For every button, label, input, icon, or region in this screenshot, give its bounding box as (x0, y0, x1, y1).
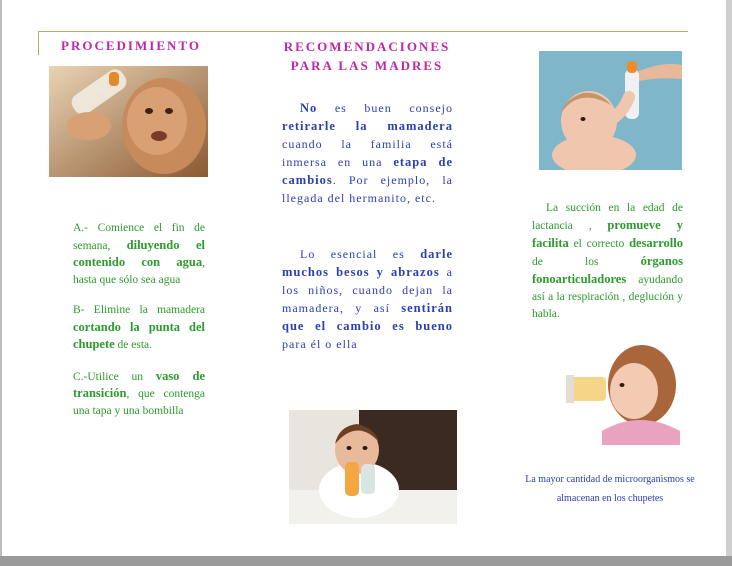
page-bottom-edge (0, 556, 732, 566)
baby-reaching-bottle-photo (539, 51, 682, 170)
recommendation-paragraph-1: No es buen consejo retirarle la mamadera cuando la familia está inmersa en una etapa de cambios. Por ejemplo, la llegada del hermanito, etc. (282, 101, 453, 205)
recomendaciones-heading: RECOMENDACIONES PARA LAS MADRES (283, 39, 451, 73)
girl-drinking-cup-photo (562, 335, 687, 445)
procedure-list (73, 220, 205, 433)
page-right-edge (726, 0, 732, 566)
suction-paragraph: La succión en la edad de lactancia , promueve y facilita el correcto desarrollo de los órganos fonoarticuladores ayudando así a la respiración , deglución y habla. (532, 202, 683, 320)
page-left-edge (0, 0, 2, 566)
list-item: C.-Utilice un vaso de transición, que contenga una tapa y una bombilla (73, 368, 205, 417)
chupetes-caption: La mayor cantidad de microorganismos se almacenan en los chupetes (525, 474, 695, 504)
list-item: A.- Comience el fin de semana, diluyendo el contenido con agua, hasta que sólo sea agua (73, 222, 205, 286)
baby-bottle-photo (49, 66, 208, 177)
procedimiento-heading: PROCEDIMIENTO (61, 38, 201, 53)
left-rule (38, 31, 39, 55)
top-rule (38, 31, 688, 32)
list-item: B- Elimine la mamadera cortando la punta del chupete de esta. (73, 304, 205, 351)
recommendation-paragraph-2: Lo esencial es darle muchos besos y abrazos a los niños, cuando dejan la mamadera, y así sentirán que el cambio es bueno para él o ella (282, 247, 453, 351)
toddler-with-bottle-photo (289, 410, 457, 524)
